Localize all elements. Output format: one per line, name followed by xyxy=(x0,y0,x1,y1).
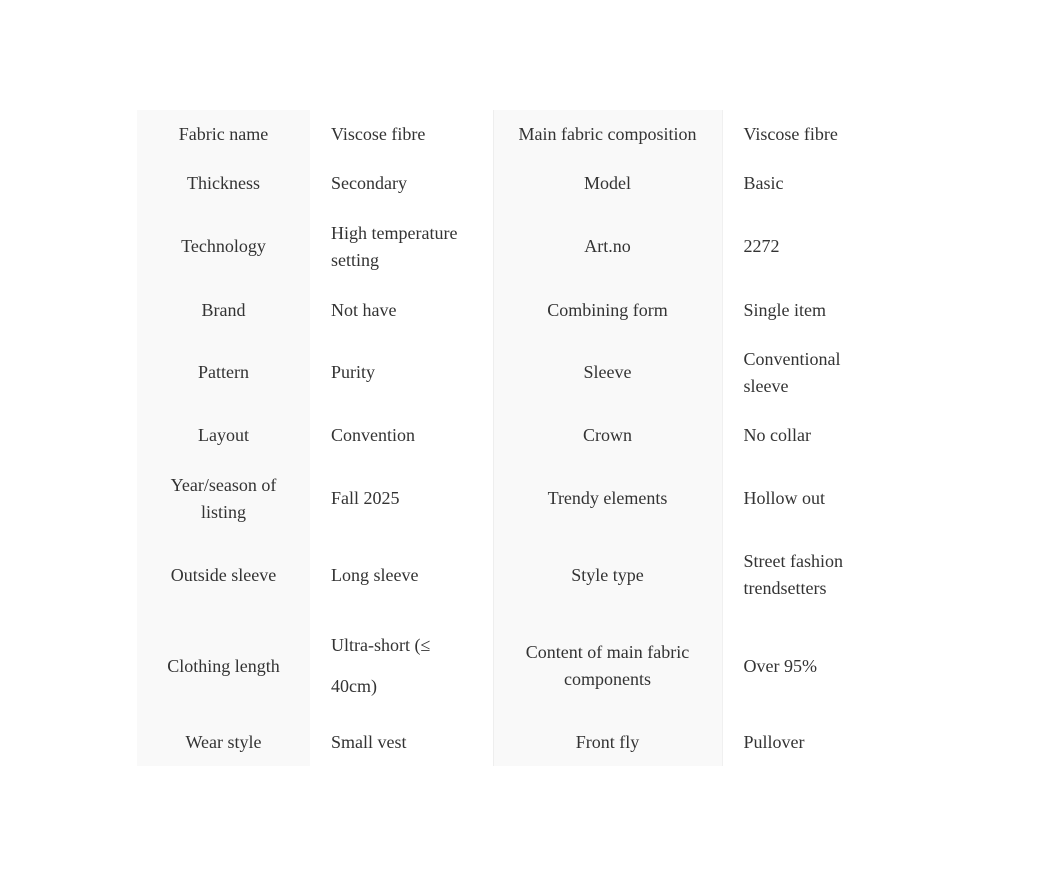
spec-value: High temperature setting xyxy=(310,207,493,286)
spec-label: Model xyxy=(493,159,722,207)
spec-value: Pullover xyxy=(722,719,880,766)
spec-value: Not have xyxy=(310,286,493,334)
spec-value: Basic xyxy=(722,159,880,207)
spec-value: No collar xyxy=(722,411,880,460)
spec-label: Combining form xyxy=(493,286,722,334)
spec-value: Fall 2025 xyxy=(310,460,493,537)
spec-value: Ultra-short (≤ 40cm) xyxy=(310,613,493,719)
table-row xyxy=(137,110,880,159)
spec-label: Layout xyxy=(137,411,310,460)
spec-value: Viscose fibre xyxy=(722,110,880,159)
spec-value: Convention xyxy=(310,411,493,460)
spec-label: Technology xyxy=(137,207,310,286)
spec-label: Art.no xyxy=(493,207,722,286)
spec-label: Crown xyxy=(493,411,722,460)
spec-label: Trendy elements xyxy=(493,460,722,537)
spec-value: Over 95% xyxy=(722,613,880,719)
table-row xyxy=(137,286,880,334)
spec-label: Outside sleeve xyxy=(137,537,310,613)
spec-value: Single item xyxy=(722,286,880,334)
table-row xyxy=(137,334,880,411)
spec-label: Front fly xyxy=(493,719,722,766)
table-row xyxy=(137,207,880,286)
spec-label: Year/season of listing xyxy=(137,460,310,537)
spec-value: 2272 xyxy=(722,207,880,286)
spec-label: Sleeve xyxy=(493,334,722,411)
spec-label: Brand xyxy=(137,286,310,334)
table-row xyxy=(137,411,880,460)
product-spec-table xyxy=(137,110,880,766)
spec-value: Purity xyxy=(310,334,493,411)
table-row xyxy=(137,719,880,766)
table-row xyxy=(137,537,880,613)
spec-label: Main fabric composition xyxy=(493,110,722,159)
spec-value: Hollow out xyxy=(722,460,880,537)
spec-label: Thickness xyxy=(137,159,310,207)
spec-value: Secondary xyxy=(310,159,493,207)
spec-label: Pattern xyxy=(137,334,310,411)
table-row xyxy=(137,460,880,537)
spec-label: Content of main fabric components xyxy=(493,613,722,719)
spec-value: Viscose fibre xyxy=(310,110,493,159)
spec-label: Clothing length xyxy=(137,613,310,719)
spec-value: Conventional sleeve xyxy=(722,334,880,411)
spec-label: Wear style xyxy=(137,719,310,766)
spec-label: Style type xyxy=(493,537,722,613)
spec-value: Street fashion trendsetters xyxy=(722,537,880,613)
table-row xyxy=(137,159,880,207)
spec-value: Long sleeve xyxy=(310,537,493,613)
spec-value: Small vest xyxy=(310,719,493,766)
spec-label: Fabric name xyxy=(137,110,310,159)
table-row xyxy=(137,613,880,719)
